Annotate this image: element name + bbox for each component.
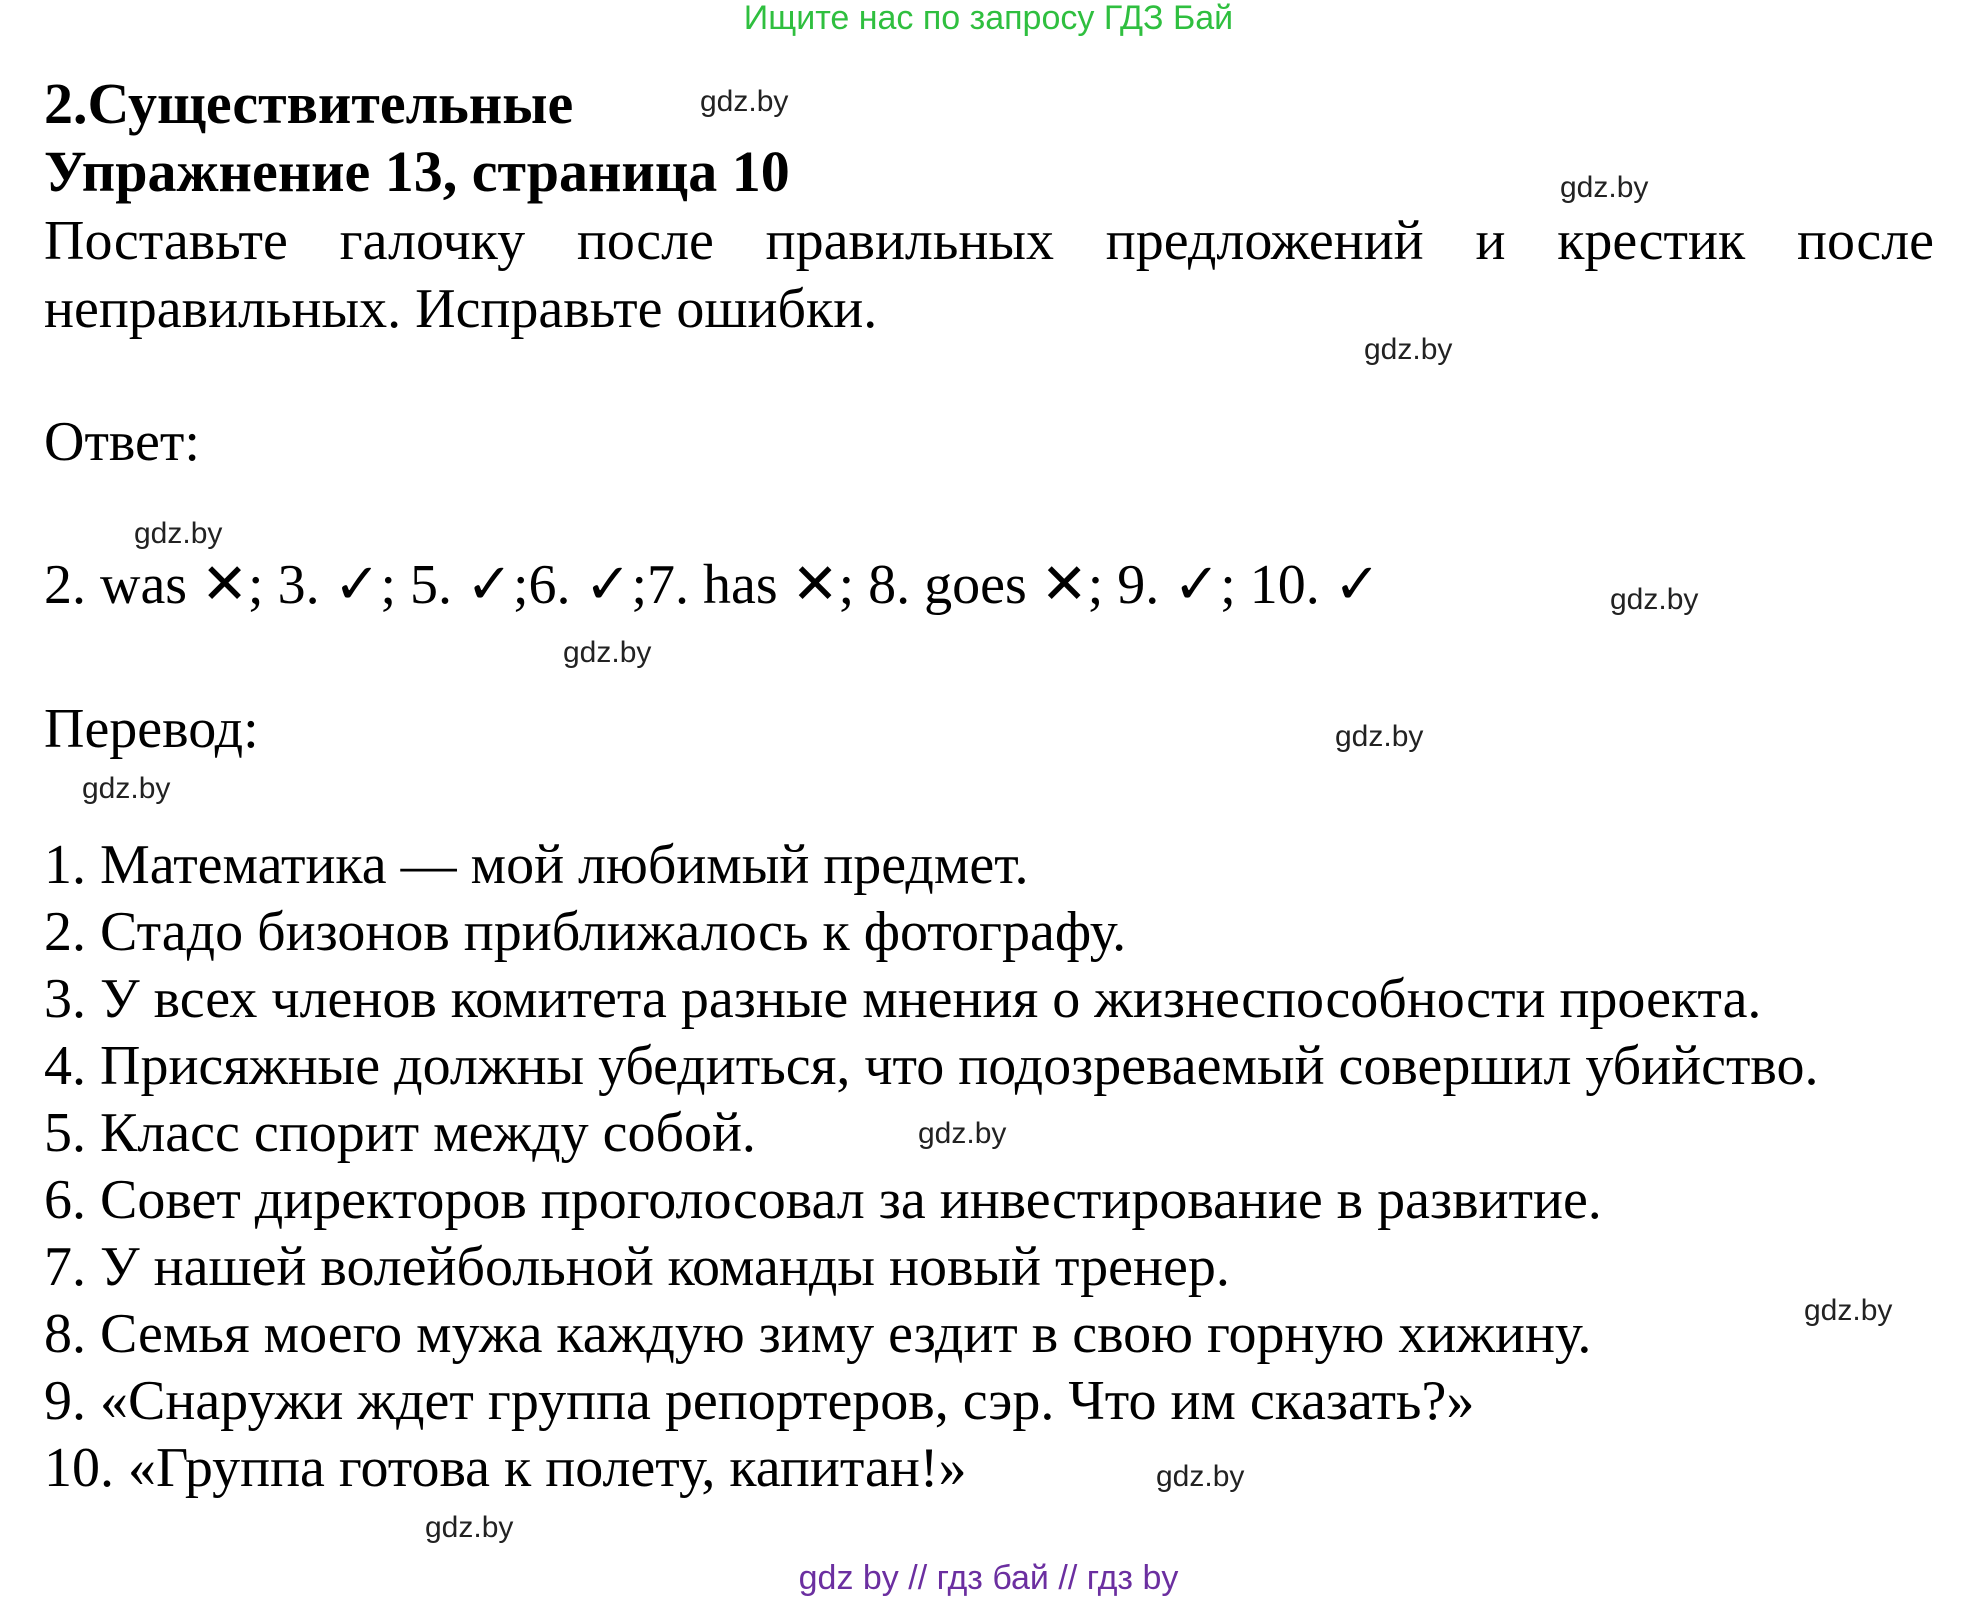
watermark: gdz.by — [134, 517, 223, 550]
exercise-title: Упражнение 13, страница 10 — [44, 139, 790, 204]
answer-text: 2. was ✕; 3. ✓; 5. ✓;6. ✓;7. has ✕; 8. goes ✕; 9. ✓; 10. ✓ — [44, 554, 1381, 616]
watermark: gdz.by — [82, 772, 171, 805]
watermark: gdz.by — [1804, 1294, 1893, 1327]
task-text: Поставьте галочку после правильных предложений и крестик после неправильных. Исправьте ошибки. — [44, 210, 1934, 340]
footer-watermark: gdz by // гдз бай // гдз by — [798, 1559, 1179, 1597]
translation-item: 5. Класс спорит между собой. — [44, 1102, 756, 1164]
section-title: 2.Существительные — [44, 71, 574, 136]
watermark: gdz.by — [1156, 1460, 1245, 1493]
translation-list — [44, 832, 1818, 1502]
watermark: gdz.by — [700, 85, 789, 118]
translation-item: 4. Присяжные должны убедиться, что подозреваемый совершил убийство. — [44, 1035, 1819, 1097]
translation-item: 2. Стадо бизонов приближалось к фотографу. — [44, 901, 1127, 963]
translation-item: 10. «Группа готова к полету, капитан!» — [44, 1437, 967, 1499]
watermark: gdz.by — [1364, 333, 1453, 366]
translation-item: 6. Совет директоров проголосовал за инвестирование в развитие. — [44, 1169, 1602, 1231]
watermark: gdz.by — [563, 636, 652, 669]
translation-item: 7. У нашей волейбольной команды новый тренер. — [44, 1236, 1230, 1298]
watermark: gdz.by — [1610, 583, 1699, 616]
translation-item: 3. У всех членов комитета разные мнения о жизнеспособности проекта. — [44, 968, 1762, 1030]
watermark: gdz.by — [425, 1511, 514, 1544]
answer-label: Ответ: — [44, 411, 200, 473]
watermark: gdz.by — [1560, 171, 1649, 204]
watermark: gdz.by — [1335, 720, 1424, 753]
translation-item: 9. «Снаружи ждет группа репортеров, сэр. Что им сказать?» — [44, 1370, 1475, 1432]
translation-item: 1. Математика — мой любимый предмет. — [44, 834, 1029, 896]
top-banner: Ищите нас по запросу ГДЗ Бай — [743, 0, 1234, 37]
translation-item: 8. Семья моего мужа каждую зиму ездит в свою горную хижину. — [44, 1303, 1592, 1365]
watermark: gdz.by — [918, 1117, 1007, 1150]
translation-label: Перевод: — [44, 698, 259, 760]
